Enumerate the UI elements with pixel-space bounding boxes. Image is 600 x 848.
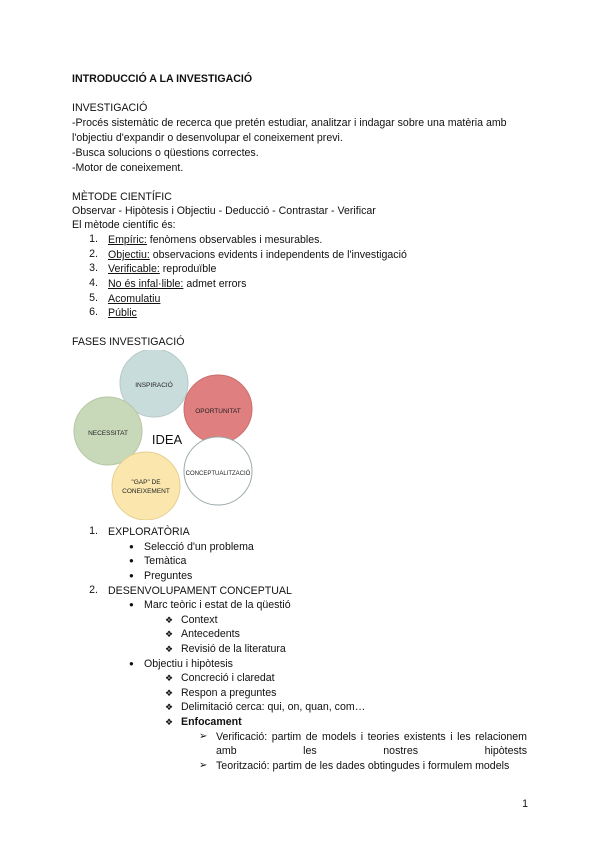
circle-gap	[112, 452, 180, 520]
circle-label-oportunitat: OPORTUNITAT	[195, 408, 241, 415]
bullet-icon: ●	[129, 571, 134, 580]
arrow-bullet-icon: ➢	[199, 760, 208, 771]
metode-heading: MÈTODE CIENTÍFIC	[72, 191, 172, 203]
bullet-icon: ●	[129, 659, 134, 668]
page-number: 1	[522, 798, 528, 810]
phase-item: Marc teòric i estat de la qüestió	[144, 599, 291, 611]
phase-label: EXPLORATÒRIA	[108, 526, 190, 538]
diamond-bullet-icon: ❖	[165, 688, 174, 698]
list-term: Públic	[108, 307, 137, 319]
list-number: 6.	[89, 306, 98, 318]
list-term: No és infal·lible:	[108, 278, 184, 290]
arrow-bullet-icon: ➢	[199, 731, 208, 742]
list-term: Acomulatiu	[108, 293, 161, 305]
investigacio-heading: INVESTIGACIÓ	[72, 102, 148, 114]
sub-item-enfocament: Enfocament	[181, 716, 242, 728]
sub-item: Context	[181, 614, 218, 626]
fases-heading: FASES INVESTIGACIÓ	[72, 336, 185, 348]
list-number: 3.	[89, 262, 98, 274]
metode-intro: El mètode científic és:	[72, 219, 176, 231]
sub-item: Delimitació cerca: qui, on, quan, com…	[181, 701, 366, 713]
list-text: fenòmens observables i mesurables.	[146, 234, 323, 246]
sub-sub-item: Teorització: partim de les dades obtingudes i formulem models	[216, 760, 510, 772]
list-term: Empíric:	[108, 234, 147, 246]
investigacio-line: l'objectiu d'expandir o desenvolupar el coneixement previ.	[72, 132, 343, 144]
list-term: Objectiu:	[108, 249, 150, 261]
metode-steps: Observar - Hipòtesis i Objectiu - Deducció - Contrastar - Verificar	[72, 205, 376, 217]
phase-item: Selecció d'un problema	[144, 541, 254, 553]
sub-item: Antecedents	[181, 628, 240, 640]
list-number: 1.	[89, 233, 98, 245]
sub-item: Concreció i claredat	[181, 672, 275, 684]
bullet-icon: ●	[129, 556, 134, 565]
circle-label-gap-1: "GAP" DE	[131, 479, 161, 486]
list-number: 2.	[89, 248, 98, 260]
phase-label: DESENVOLUPAMENT CONCEPTUAL	[108, 585, 292, 597]
phase-item: Objectiu i hipòtesis	[144, 658, 233, 670]
list-number: 4.	[89, 277, 98, 289]
sub-item: Respon a preguntes	[181, 687, 277, 699]
investigacio-line: -Procés sistemàtic de recerca que pretén estudiar, analitzar i indagar sobre una matèria amb	[72, 117, 507, 129]
sub-item: Revisió de la literatura	[181, 643, 286, 655]
list-term: Verificable:	[108, 263, 160, 275]
sub-sub-item: Verificació: partim de models i teories existents i les relacionem amb les nostres hipòtests	[216, 731, 527, 757]
list-text: observacions evidents i independents de l'investigació	[149, 249, 407, 261]
phase-item: Preguntes	[144, 570, 193, 582]
circle-label-necessitat: NECESSITAT	[88, 430, 128, 437]
diamond-bullet-icon: ❖	[165, 644, 174, 654]
bullet-icon: ●	[129, 542, 134, 551]
phase-number: 1.	[89, 525, 98, 537]
list-text: admet errors	[183, 278, 247, 290]
diamond-bullet-icon: ❖	[165, 702, 174, 712]
phase-number: 2.	[89, 584, 98, 596]
circle-label-gap-2: CONEIXEMENT	[122, 488, 170, 495]
list-number: 5.	[89, 292, 98, 304]
diamond-bullet-icon: ❖	[165, 615, 174, 625]
circle-label-conceptualitzacio: CONCEPTUALITZACIÓ	[185, 471, 251, 477]
investigacio-line: -Busca solucions o qüestions correctes.	[72, 147, 259, 159]
circle-label-inspiracio: INSPIRACIÓ	[135, 382, 173, 389]
diamond-bullet-icon: ❖	[165, 673, 174, 683]
diamond-bullet-icon: ❖	[165, 629, 174, 639]
page-title: INTRODUCCIÓ A LA INVESTIGACIÓ	[72, 73, 253, 85]
diamond-bullet-icon: ❖	[165, 717, 174, 727]
phase-item: Temàtica	[144, 555, 187, 567]
bullet-icon: ●	[129, 600, 134, 609]
diagram-center-label: IDEA	[151, 432, 183, 447]
idea-diagram	[66, 350, 286, 520]
investigacio-line: -Motor de coneixement.	[72, 162, 184, 174]
list-text: reproduïble	[159, 263, 217, 275]
